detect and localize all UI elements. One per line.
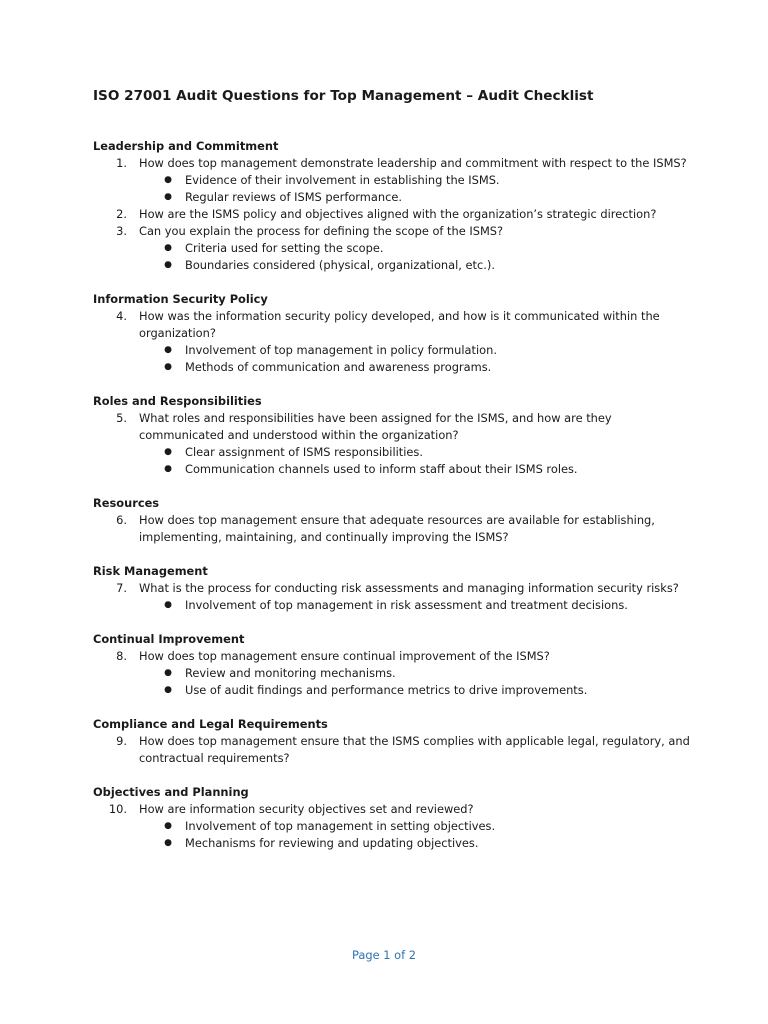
- question-text: How are the ISMS policy and objectives aligned with the organization’s strategic direction?: [139, 207, 657, 221]
- question-text: What is the process for conducting risk assessments and managing information security risks?: [139, 581, 679, 595]
- question-number: 7.: [116, 581, 127, 595]
- document-body: [93, 138, 693, 869]
- question-text: How are information security objectives set and reviewed?: [139, 802, 474, 816]
- bullet-text: Review and monitoring mechanisms.: [185, 666, 396, 680]
- question-text: How does top management ensure that the ISMS complies with applicable legal, regulatory, and contractual requirements?: [139, 734, 690, 765]
- question-number: 6.: [116, 513, 127, 527]
- bullet-item: [93, 818, 693, 835]
- bullet-text: Evidence of their involvement in establishing the ISMS.: [185, 173, 500, 187]
- question-text: Can you explain the process for defining the scope of the ISMS?: [139, 224, 504, 238]
- section-objectives-planning: [93, 784, 693, 852]
- bullet-item: [93, 240, 693, 257]
- section-heading: Leadership and Commitment: [93, 139, 279, 153]
- question-number: 10.: [108, 802, 127, 816]
- bullet-text: Boundaries considered (physical, organizational, etc.).: [185, 258, 495, 272]
- bullet-icon: ●: [164, 192, 172, 202]
- bullet-icon: ●: [164, 175, 172, 185]
- bullet-icon: ●: [164, 447, 172, 457]
- question-number: 3.: [116, 224, 127, 238]
- bullet-icon: ●: [164, 243, 172, 253]
- question-text: How was the information security policy developed, and how is it communicated within the organization?: [139, 309, 660, 340]
- section-heading: Objectives and Planning: [93, 785, 249, 799]
- bullet-icon: ●: [164, 600, 172, 610]
- section-risk-management: [93, 563, 693, 614]
- bullet-item: [93, 342, 693, 359]
- bullet-item: [93, 172, 693, 189]
- question-text: How does top management ensure that adequate resources are available for establishing, implementing, maintaining, and continually improving the ISMS?: [139, 513, 655, 544]
- bullet-item: [93, 461, 693, 478]
- question-item: [93, 223, 693, 240]
- bullet-icon: ●: [164, 685, 172, 695]
- question-number: 2.: [116, 207, 127, 221]
- bullet-icon: ●: [164, 821, 172, 831]
- page-number-footer: Page 1 of 2: [352, 948, 416, 962]
- bullet-item: [93, 189, 693, 206]
- question-text: How does top management ensure continual improvement of the ISMS?: [139, 649, 550, 663]
- question-item: [93, 206, 693, 223]
- question-number: 8.: [116, 649, 127, 663]
- question-item: [93, 580, 693, 597]
- question-item: [93, 648, 693, 665]
- section-leadership: [93, 138, 693, 274]
- question-item: [93, 155, 693, 172]
- question-number: 1.: [116, 156, 127, 170]
- question-item: [93, 410, 693, 444]
- bullet-text: Involvement of top management in policy formulation.: [185, 343, 497, 357]
- bullet-item: [93, 257, 693, 274]
- bullet-item: [93, 444, 693, 461]
- question-item: [93, 512, 693, 546]
- bullet-text: Communication channels used to inform staff about their ISMS roles.: [185, 462, 578, 476]
- bullet-text: Methods of communication and awareness programs.: [185, 360, 492, 374]
- bullet-icon: ●: [164, 260, 172, 270]
- bullet-item: [93, 682, 693, 699]
- section-heading: Continual Improvement: [93, 632, 245, 646]
- section-roles-responsibilities: [93, 393, 693, 478]
- bullet-item: [93, 359, 693, 376]
- section-resources: [93, 495, 693, 546]
- bullet-text: Involvement of top management in risk assessment and treatment decisions.: [185, 598, 628, 612]
- bullet-text: Involvement of top management in setting objectives.: [185, 819, 496, 833]
- question-item: [93, 801, 693, 818]
- question-item: [93, 308, 693, 342]
- document-title: ISO 27001 Audit Questions for Top Management – Audit Checklist: [93, 88, 594, 104]
- bullet-text: Clear assignment of ISMS responsibilities.: [185, 445, 423, 459]
- bullet-text: Criteria used for setting the scope.: [185, 241, 384, 255]
- bullet-text: Use of audit findings and performance metrics to drive improvements.: [185, 683, 588, 697]
- section-heading: Roles and Responsibilities: [93, 394, 262, 408]
- bullet-text: Mechanisms for reviewing and updating objectives.: [185, 836, 479, 850]
- section-heading: Resources: [93, 496, 160, 510]
- bullet-icon: ●: [164, 362, 172, 372]
- section-compliance-legal: [93, 716, 693, 767]
- bullet-item: [93, 665, 693, 682]
- section-information-security-policy: [93, 291, 693, 376]
- bullet-text: Regular reviews of ISMS performance.: [185, 190, 402, 204]
- question-text: How does top management demonstrate leadership and commitment with respect to the ISMS?: [139, 156, 687, 170]
- section-continual-improvement: [93, 631, 693, 699]
- question-number: 9.: [116, 734, 127, 748]
- section-heading: Information Security Policy: [93, 292, 268, 306]
- bullet-icon: ●: [164, 838, 172, 848]
- section-heading: Compliance and Legal Requirements: [93, 717, 328, 731]
- bullet-icon: ●: [164, 345, 172, 355]
- question-item: [93, 733, 693, 767]
- section-heading: Risk Management: [93, 564, 208, 578]
- bullet-icon: ●: [164, 464, 172, 474]
- question-number: 5.: [116, 411, 127, 425]
- bullet-icon: ●: [164, 668, 172, 678]
- bullet-item: [93, 835, 693, 852]
- question-text: What roles and responsibilities have been assigned for the ISMS, and how are they communicated and understood within the organization?: [139, 411, 612, 442]
- question-number: 4.: [116, 309, 127, 323]
- bullet-item: [93, 597, 693, 614]
